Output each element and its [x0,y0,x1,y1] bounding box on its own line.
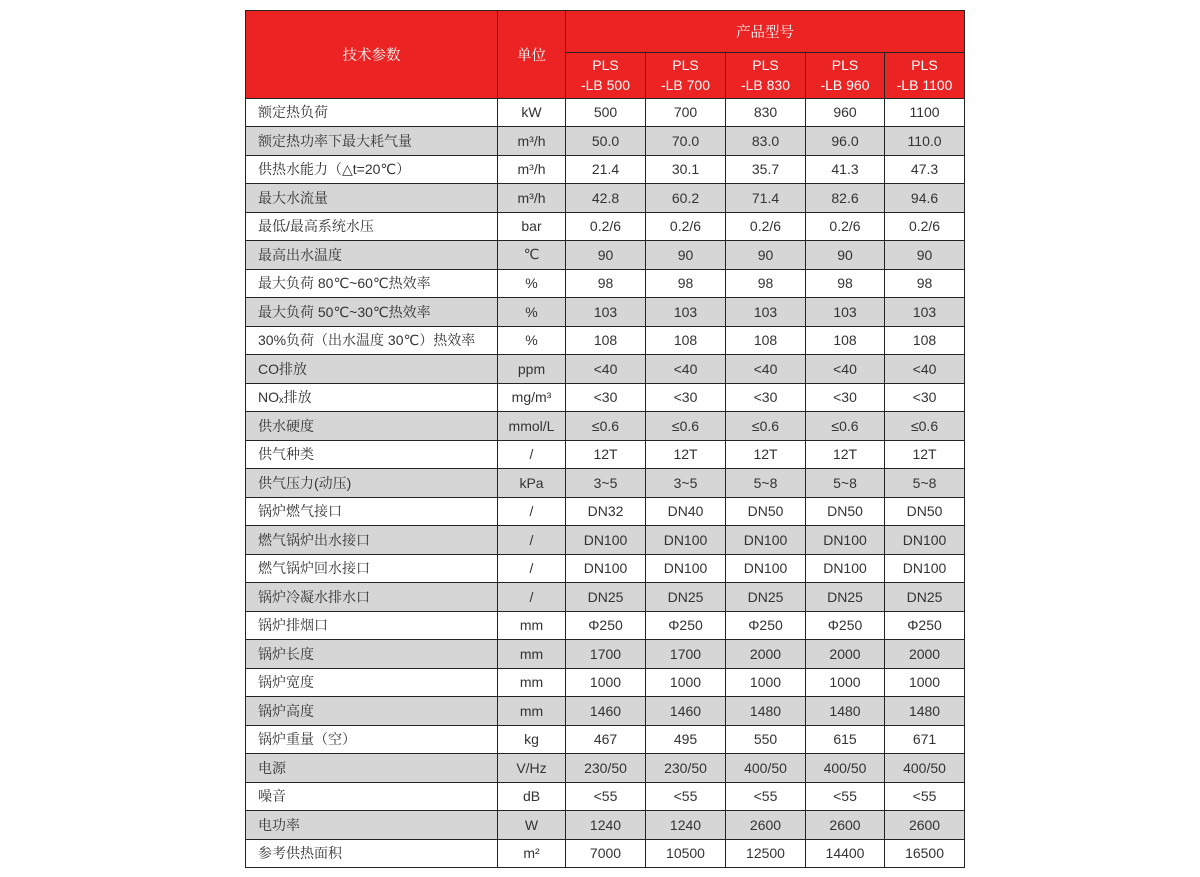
param-cell: 额定热负荷 [246,98,498,127]
value-cell: <30 [566,383,646,412]
value-cell: DN50 [806,497,885,526]
value-cell: 35.7 [726,155,806,184]
value-cell: 5~8 [726,469,806,498]
value-cell: <40 [806,355,885,384]
value-cell: 12T [885,440,965,469]
param-cell: 电功率 [246,811,498,840]
param-cell: 噪音 [246,782,498,811]
unit-cell: ℃ [498,241,566,270]
unit-cell: bar [498,212,566,241]
table-row [246,241,965,270]
value-cell: 960 [806,98,885,127]
value-cell: 1240 [566,811,646,840]
param-cell: 锅炉排烟口 [246,611,498,640]
value-cell: 0.2/6 [885,212,965,241]
value-cell: 90 [885,241,965,270]
table-row [246,127,965,156]
unit-cell: kW [498,98,566,127]
table-row [246,611,965,640]
unit-cell: m³/h [498,127,566,156]
value-cell: 1240 [646,811,726,840]
table-row [246,269,965,298]
value-cell: <55 [726,782,806,811]
value-cell: DN100 [885,526,965,555]
value-cell: 42.8 [566,184,646,213]
value-cell: 110.0 [885,127,965,156]
value-cell: ≤0.6 [646,412,726,441]
value-cell: 103 [566,298,646,327]
value-cell: 3~5 [646,469,726,498]
param-cell: 30%负荷（出水温度 30℃）热效率 [246,326,498,355]
header-technical-parameters: 技术参数 [246,11,498,99]
value-cell: 30.1 [646,155,726,184]
value-cell: ≤0.6 [726,412,806,441]
value-cell: 98 [726,269,806,298]
unit-cell: / [498,526,566,555]
table-row [246,155,965,184]
table-row [246,754,965,783]
param-cell: 锅炉燃气接口 [246,497,498,526]
value-cell: 108 [566,326,646,355]
param-cell: 锅炉冷凝水排水口 [246,583,498,612]
value-cell: 108 [726,326,806,355]
value-cell: 3~5 [566,469,646,498]
value-cell: 98 [566,269,646,298]
param-cell: NOₓ排放 [246,383,498,412]
spec-table-body [246,98,965,868]
value-cell: 2000 [726,640,806,669]
model-header-lb-960: PLS -LB 960 [806,53,885,99]
table-row [246,469,965,498]
header-unit: 单位 [498,11,566,99]
param-cell: 燃气锅炉回水接口 [246,554,498,583]
value-cell: 500 [566,98,646,127]
model-header-lb-500: PLS -LB 500 [566,53,646,99]
unit-cell: W [498,811,566,840]
param-cell: 锅炉重量（空） [246,725,498,754]
value-cell: 671 [885,725,965,754]
value-cell: 90 [566,241,646,270]
value-cell: 1100 [885,98,965,127]
value-cell: <40 [726,355,806,384]
param-cell: 最低/最高系统水压 [246,212,498,241]
value-cell: 1480 [806,697,885,726]
model-header-lb-830: PLS -LB 830 [726,53,806,99]
table-row [246,412,965,441]
spec-table [245,10,965,868]
value-cell: 60.2 [646,184,726,213]
param-cell: CO排放 [246,355,498,384]
table-row [246,640,965,669]
param-cell: 锅炉高度 [246,697,498,726]
unit-cell: mmol/L [498,412,566,441]
value-cell: 0.2/6 [646,212,726,241]
value-cell: 1460 [566,697,646,726]
value-cell: 1000 [885,668,965,697]
table-row [246,811,965,840]
table-row [246,526,965,555]
param-cell: 最大负荷 50℃~30℃热效率 [246,298,498,327]
value-cell: DN25 [806,583,885,612]
value-cell: <40 [566,355,646,384]
value-cell: 2600 [806,811,885,840]
unit-cell: mm [498,611,566,640]
value-cell: DN100 [646,554,726,583]
table-row [246,839,965,868]
value-cell: 103 [806,298,885,327]
value-cell: DN32 [566,497,646,526]
value-cell: 103 [885,298,965,327]
value-cell: 96.0 [806,127,885,156]
value-cell: 230/50 [566,754,646,783]
value-cell: Φ250 [806,611,885,640]
unit-cell: / [498,554,566,583]
value-cell: 90 [646,241,726,270]
table-row [246,725,965,754]
value-cell: DN25 [566,583,646,612]
value-cell: 5~8 [806,469,885,498]
value-cell: <40 [885,355,965,384]
table-row [246,697,965,726]
table-row [246,668,965,697]
unit-cell: mm [498,697,566,726]
value-cell: DN25 [646,583,726,612]
value-cell: 12500 [726,839,806,868]
value-cell: <55 [646,782,726,811]
param-cell: 额定热功率下最大耗气量 [246,127,498,156]
model-header-lb-1100: PLS -LB 1100 [885,53,965,99]
value-cell: <30 [726,383,806,412]
value-cell: 495 [646,725,726,754]
value-cell: 2600 [726,811,806,840]
value-cell: 0.2/6 [566,212,646,241]
table-row [246,440,965,469]
value-cell: 2000 [806,640,885,669]
unit-cell: / [498,583,566,612]
table-row [246,298,965,327]
value-cell: 108 [885,326,965,355]
value-cell: 1000 [726,668,806,697]
value-cell: 108 [646,326,726,355]
unit-cell: kg [498,725,566,754]
value-cell: Φ250 [885,611,965,640]
value-cell: 400/50 [885,754,965,783]
param-cell: 供气种类 [246,440,498,469]
value-cell: DN25 [885,583,965,612]
table-row [246,383,965,412]
value-cell: 103 [726,298,806,327]
value-cell: 12T [566,440,646,469]
param-cell: 最大负荷 80℃~60℃热效率 [246,269,498,298]
value-cell: 400/50 [726,754,806,783]
value-cell: DN100 [646,526,726,555]
value-cell: DN100 [566,526,646,555]
value-cell: 12T [806,440,885,469]
unit-cell: % [498,298,566,327]
value-cell: 90 [726,241,806,270]
value-cell: 7000 [566,839,646,868]
value-cell: 82.6 [806,184,885,213]
value-cell: 71.4 [726,184,806,213]
table-row [246,355,965,384]
value-cell: 615 [806,725,885,754]
table-row [246,497,965,526]
value-cell: DN40 [646,497,726,526]
param-cell: 锅炉宽度 [246,668,498,697]
unit-cell: mg/m³ [498,383,566,412]
value-cell: 98 [806,269,885,298]
value-cell: 1480 [726,697,806,726]
value-cell: ≤0.6 [806,412,885,441]
value-cell: 1460 [646,697,726,726]
value-cell: <30 [646,383,726,412]
value-cell: 94.6 [885,184,965,213]
value-cell: 2000 [885,640,965,669]
value-cell: 12T [646,440,726,469]
value-cell: 0.2/6 [806,212,885,241]
param-cell: 最高出水温度 [246,241,498,270]
value-cell: 103 [646,298,726,327]
value-cell: 400/50 [806,754,885,783]
value-cell: DN100 [566,554,646,583]
spec-sheet [245,10,964,868]
spec-table-header [246,11,965,99]
param-cell: 参考供热面积 [246,839,498,868]
table-row [246,212,965,241]
value-cell: DN100 [726,554,806,583]
value-cell: 830 [726,98,806,127]
value-cell: <40 [646,355,726,384]
value-cell: 83.0 [726,127,806,156]
value-cell: DN25 [726,583,806,612]
value-cell: 230/50 [646,754,726,783]
unit-cell: m³/h [498,184,566,213]
value-cell: Φ250 [566,611,646,640]
value-cell: DN100 [806,526,885,555]
param-cell: 最大水流量 [246,184,498,213]
unit-cell: mm [498,668,566,697]
param-cell: 供热水能力（△t=20℃） [246,155,498,184]
value-cell: DN100 [806,554,885,583]
value-cell: 1700 [646,640,726,669]
value-cell: ≤0.6 [566,412,646,441]
value-cell: DN100 [885,554,965,583]
value-cell: 5~8 [885,469,965,498]
value-cell: 41.3 [806,155,885,184]
model-header-lb-700: PLS -LB 700 [646,53,726,99]
value-cell: Φ250 [646,611,726,640]
value-cell: 700 [646,98,726,127]
value-cell: <55 [885,782,965,811]
value-cell: 0.2/6 [726,212,806,241]
unit-cell: / [498,440,566,469]
unit-cell: V/Hz [498,754,566,783]
unit-cell: dB [498,782,566,811]
header-row-group [246,11,965,53]
value-cell: 550 [726,725,806,754]
value-cell: DN50 [885,497,965,526]
unit-cell: / [498,497,566,526]
param-cell: 锅炉长度 [246,640,498,669]
table-row [246,782,965,811]
value-cell: 1700 [566,640,646,669]
table-row [246,184,965,213]
value-cell: 16500 [885,839,965,868]
value-cell: 1480 [885,697,965,726]
value-cell: 70.0 [646,127,726,156]
param-cell: 供气压力(动压) [246,469,498,498]
value-cell: <55 [566,782,646,811]
value-cell: ≤0.6 [885,412,965,441]
unit-cell: % [498,269,566,298]
value-cell: 98 [646,269,726,298]
value-cell: 14400 [806,839,885,868]
value-cell: DN50 [726,497,806,526]
value-cell: 1000 [646,668,726,697]
table-row [246,554,965,583]
unit-cell: % [498,326,566,355]
value-cell: 467 [566,725,646,754]
value-cell: <55 [806,782,885,811]
unit-cell: kPa [498,469,566,498]
value-cell: <30 [806,383,885,412]
unit-cell: mm [498,640,566,669]
param-cell: 电源 [246,754,498,783]
value-cell: Φ250 [726,611,806,640]
value-cell: 12T [726,440,806,469]
value-cell: 1000 [806,668,885,697]
value-cell: 50.0 [566,127,646,156]
value-cell: 10500 [646,839,726,868]
value-cell: <30 [885,383,965,412]
unit-cell: m² [498,839,566,868]
value-cell: 108 [806,326,885,355]
value-cell: 2600 [885,811,965,840]
table-row [246,326,965,355]
unit-cell: ppm [498,355,566,384]
unit-cell: m³/h [498,155,566,184]
value-cell: DN100 [726,526,806,555]
param-cell: 燃气锅炉出水接口 [246,526,498,555]
table-row [246,583,965,612]
value-cell: 47.3 [885,155,965,184]
value-cell: 1000 [566,668,646,697]
header-product-model-group: 产品型号 [566,11,965,53]
value-cell: 21.4 [566,155,646,184]
param-cell: 供水硬度 [246,412,498,441]
value-cell: 90 [806,241,885,270]
value-cell: 98 [885,269,965,298]
table-row [246,98,965,127]
